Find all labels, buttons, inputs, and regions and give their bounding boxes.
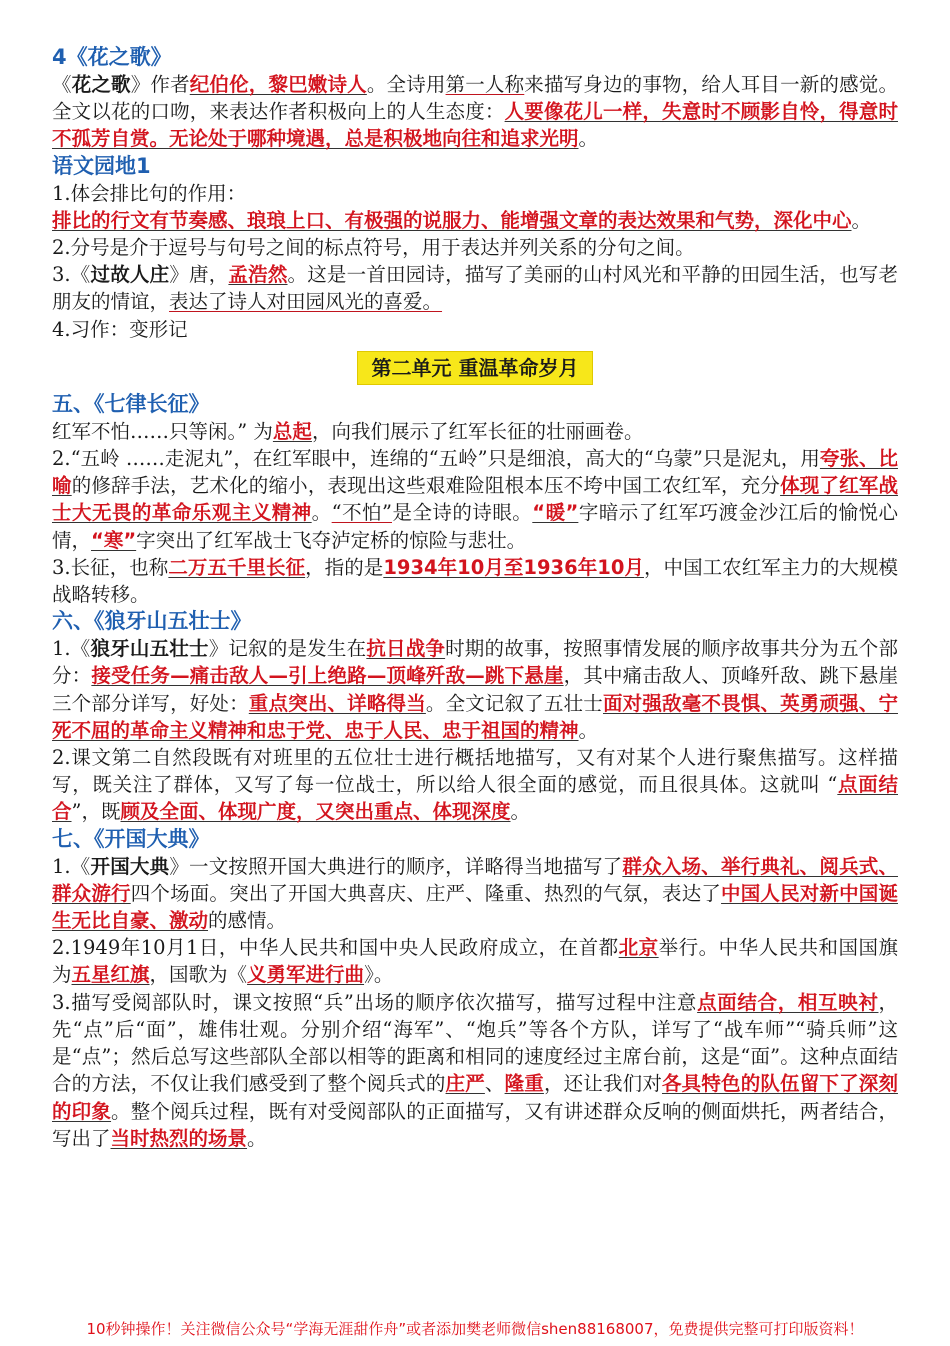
document-body [52, 44, 898, 1152]
text-bold: 花之歌 [71, 73, 131, 96]
text: ，向我们展示了红军长征的壮丽画卷。 [311, 419, 644, 443]
highlight: 人要像花儿一样，失意时不顾影自怜，得意时不孤芳自赏。无论处于哪种境遇，总是积极地向往和追求光明 [52, 100, 898, 151]
text: 2.1949年10月1日，中华人民共和国中央人民政府成立，在首都 [52, 936, 619, 960]
text: 。这是一首田园诗，描写了美丽的山村风光和平静的田园生活，也写老朋友的情谊， [52, 263, 898, 314]
text: 》记叙的是发生在 [208, 637, 367, 661]
unit-title: 第二单元 重温革命岁月 [357, 351, 594, 385]
highlight: 面对强敌毫不畏惧、英勇顽强、宁死不屈的革命主义精神和忠于党、忠于人民、忠于祖国的精神 [52, 691, 898, 742]
highlight: 体现了红军战士大无畏的革命乐观主义精神 [52, 474, 898, 525]
underlined: “不怕” [331, 501, 392, 525]
highlight: 夸张、比喻 [52, 447, 898, 498]
highlight: 五星红旗 [71, 963, 150, 987]
paragraph-5-3 [52, 554, 898, 608]
text: 来描写身边的事物，给人耳目一新的感觉。全文以花的口吻，来表达作者积极向上的人生态度： [52, 73, 898, 124]
text-bold: 狼牙山五壮士 [90, 637, 209, 661]
text: 2.“五岭 ……走泥丸”，在红军眼中，连绵的“五岭”只是细浪，高大的“乌蒙”只是泥丸，用 [52, 447, 820, 471]
highlight: 二万五千里长征 [168, 555, 306, 579]
highlight: 当时热烈的场景 [110, 1126, 248, 1150]
text: 。 [578, 718, 599, 742]
paragraph-hua-zhi-ge [52, 71, 898, 153]
text: 举行。中华人民共和国国旗为 [52, 936, 898, 987]
paragraph-6-1 [52, 635, 898, 744]
highlight: “寒” [91, 528, 137, 552]
text: 2.课文第二自然段既有对班里的五位壮士进行概括地描写，又有对某个人进行聚焦描写。这样描写，既关注了群体，又写了每一位战士，所以给人很全面的感觉，而且很具体。这就叫 “ [52, 746, 898, 797]
text: 》唐， [169, 263, 229, 287]
text: 。 [578, 127, 599, 151]
highlight: 中国人民对新中国诞生无比自豪、激动 [52, 881, 898, 933]
text: ，先“点”后“面”，雄伟壮观。分别介绍“海军”、“炮兵”等各个方队，详写了“战车师”“骑兵师”这是“点”；然后总写这些部队全部以相等的距离和相同的速度经过主席台前，这是“面”。这种点面结合的方法，不仅让我们感受到了整个阅兵式的 [52, 990, 898, 1096]
text: ，中国工农红军主力的大规模战略转移。 [52, 555, 898, 607]
underlined: 第一人称 [445, 73, 525, 96]
paragraph-7-2 [52, 934, 898, 988]
text: 》一文按照开国大典进行的顺序，详略得当地描写了 [169, 854, 623, 878]
text: 3.描写受阅部队时，课文按照“兵”出场的顺序依次描写，描写过程中注意 [52, 990, 698, 1014]
item-3 [52, 261, 898, 315]
text: 3.长征，也称 [52, 555, 169, 579]
text: 《 [52, 73, 72, 96]
highlight: 庄严 [445, 1072, 485, 1096]
heading-hua-zhi-ge: 4《花之歌》 [52, 45, 172, 69]
text: 的修辞手法，艺术化的缩小，表现出这些艰难险阻根本压不垮中国工农红军，充分 [71, 474, 781, 498]
text: 。全文记叙了五壮士 [425, 691, 603, 715]
text: 3.《 [52, 263, 91, 287]
text: ，还让我们对 [543, 1072, 662, 1096]
footer-notice: 10秒钟操作！关注微信公众号“学海无涯甜作舟”或者添加樊老师微信shen88168007，免费提供完整可打印版资料！ [86, 1320, 864, 1338]
highlight: 北京 [618, 936, 659, 960]
text: 》作者 [130, 73, 190, 96]
heading-langyashan: 六、《狼牙山五壮士》 [52, 609, 252, 634]
highlight: 群众入场、举行典礼、阅兵式、群众游行 [52, 854, 898, 905]
text: 。 [510, 800, 531, 824]
text: 字暗示了红军巧渡金沙江后的愉悦心情， [52, 501, 898, 552]
text: ”，既 [71, 800, 121, 824]
unit-banner [52, 351, 898, 385]
highlight: 重点突出、详略得当 [248, 691, 426, 715]
text: ，国歌为《 [149, 963, 248, 987]
paragraph-7-1 [52, 853, 898, 935]
paragraph-5-2 [52, 445, 898, 554]
text: 。 [247, 1126, 267, 1150]
text: 。 [311, 501, 332, 525]
highlight: “暖” [532, 501, 579, 525]
paragraph-6-2 [52, 744, 898, 826]
text: 是全诗的诗眼。 [392, 501, 533, 525]
text: 。 [851, 208, 872, 232]
heading-yuwen-yuandi: 语文园地1 [52, 153, 151, 178]
paragraph-5-1 [52, 418, 898, 445]
highlight: 1934年10月至1936年10月 [383, 555, 644, 579]
highlight: 孟浩然 [228, 263, 288, 287]
text: 1.《 [52, 854, 91, 878]
highlight: 隆重 [504, 1072, 544, 1096]
item-2: 2.分号是介于逗号与句号之间的标点符号，用于表达并列关系的分句之间。 [52, 236, 695, 260]
highlight: 纪伯伦，黎巴嫩诗人 [189, 73, 367, 96]
highlight: 点面结合 [52, 773, 898, 824]
text-bold: 过故人庄 [90, 263, 170, 287]
highlight: 抗日战争 [366, 637, 446, 661]
text: ，指的是 [305, 555, 384, 579]
heading-kaiguo-dadian: 七、《开国大典》 [52, 826, 210, 851]
text: ，其中痛击敌人、顶峰歼敌、跳下悬崖三个部分详写，好处： [52, 664, 898, 715]
highlight: 各具特色的队伍留下了深刻的印象 [52, 1072, 898, 1123]
highlight: 接受任务—痛击敌人—引上绝路—顶峰歼敌—跳下悬崖 [91, 664, 564, 688]
item-4: 4.习作：变形记 [52, 317, 188, 341]
underlined: 表达了诗人对田园风光的喜爱。 [169, 290, 443, 314]
highlight: 义勇军进行曲 [247, 963, 365, 987]
text: 》。 [364, 963, 394, 987]
text: 、 [484, 1072, 505, 1096]
paragraph-7-3 [52, 989, 898, 1152]
text: 的感情。 [208, 909, 287, 933]
text: 。全诗用 [366, 73, 446, 96]
highlight: 顾及全面、体现广度，又突出重点、体现深度 [120, 800, 511, 824]
item-1-answer [52, 207, 898, 234]
item-1-title: 1.体会排比句的作用： [52, 181, 247, 205]
text: 时期的故事，按照事情发展的顺序故事共分为五个部分： [52, 637, 898, 688]
text: 红军不怕……只等闲。” 为 [52, 419, 273, 443]
text-bold: 开国大典 [90, 854, 170, 878]
text: 四个场面。突出了开国大典喜庆、庄严、隆重、热烈的气氛，表达了 [130, 881, 722, 905]
highlight: 排比的行文有节奏感、琅琅上口、有极强的说服力、能增强文章的表达效果和气势，深化中心 [52, 208, 852, 232]
heading-qilv-changzheng: 五、《七律长征》 [52, 391, 210, 416]
highlight: 总起 [272, 419, 312, 443]
text: 。整个阅兵过程，既有对受阅部队的正面描写，又有讲述群众反响的侧面烘托，两者结合，写出了 [52, 1099, 898, 1150]
text: 字突出了红军战士飞夺泸定桥的惊险与悲壮。 [136, 528, 527, 552]
highlight: 点面结合，相互映衬 [697, 990, 879, 1014]
text: 1.《 [52, 637, 91, 661]
